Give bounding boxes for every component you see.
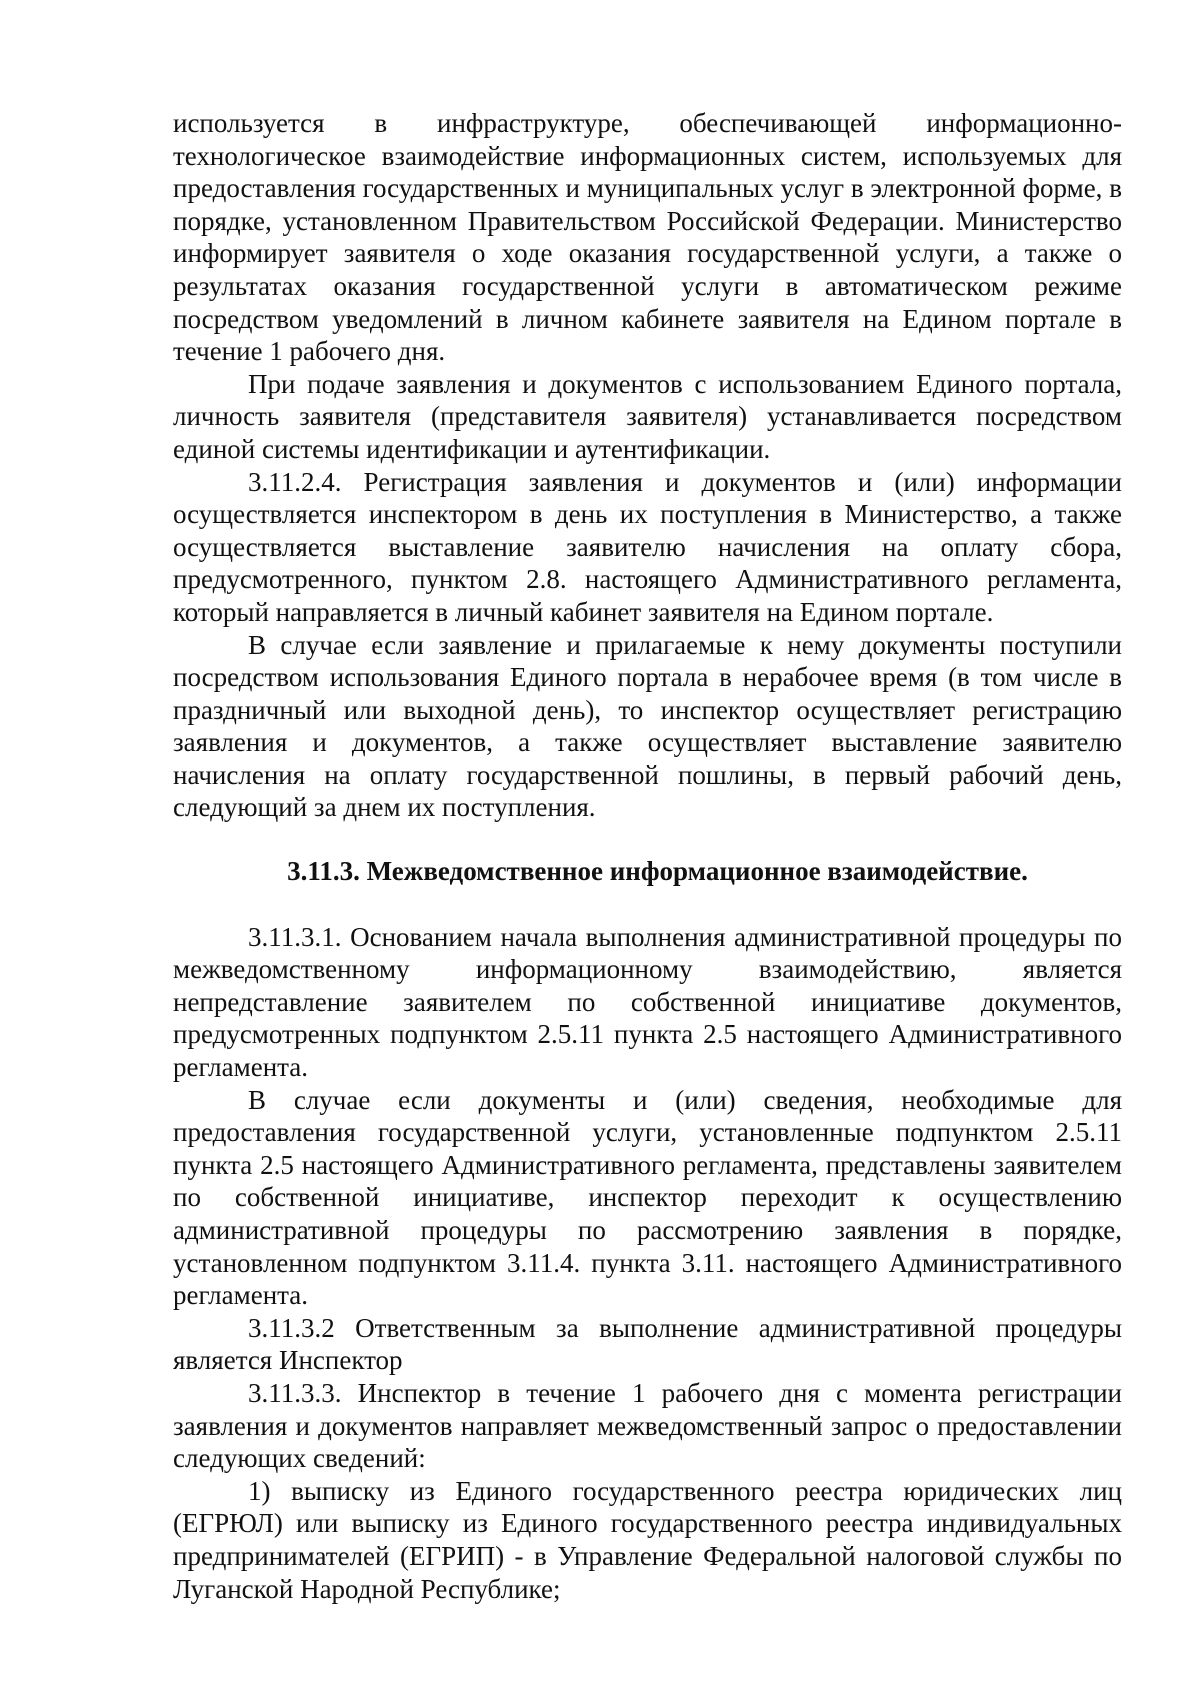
paragraph-responsible: 3.11.3.2 Ответственным за выполнение административной процедуры является Инспектор [173,1312,1122,1376]
section-heading: 3.11.3. Межведомственное информационное взаимодействие. [287,856,1028,887]
document-page [173,107,1122,1605]
paragraph-electronic-notification: используется в инфраструктуре, обеспечивающей информационно-технологическое взаимодействие информационных систем, используемых для предоставления государственных и муниципальных услуг в электронной форме, в порядке, установленном Правительством Российской Федерации. Министерство информирует заявителя о ходе оказания государственной услуги, а также о результатах оказания государственной услуги в автоматическом режиме посредством уведомлений в личном кабинете заявителя на Едином портале в течение 1 рабочего дня. [173,108,1122,367]
paragraph-procedure-basis: 3.11.3.1. Основанием начала выполнения административной процедуры по межведомственному информационному взаимодействию, является непредставление заявителем по собственной инициативе документов, предусмотренных подпунктом 2.5.11 пункта 2.5 настоящего Административного регламента. [173,921,1122,1083]
paragraph-registration: 3.11.2.4. Регистрация заявления и документов и (или) информации осуществляется инспектором в день их поступления в Министерство, а также осуществляется выставление заявителю начисления на оплату сбора, предусмотренного, пунктом 2.8. настоящего Административного регламента, который направляется в личный кабинет заявителя на Едином портале. [173,466,1122,627]
paragraph-identity-verification: При подаче заявления и документов с использованием Единого портала, личность заявителя (представителя заявителя) устанавливается посредством единой системы идентификации и аутентификации. [173,368,1122,464]
paragraph-interagency-request: 3.11.3.3. Инспектор в течение 1 рабочего дня с момента регистрации заявления и документов направляет межведомственный запрос о предоставлении следующих сведений: [173,1377,1122,1474]
list-item-egrul-extract: 1) выписку из Единого государственного реестра юридических лиц (ЕГРЮЛ) или выписку из Единого государственного реестра индивидуальных предпринимателей (ЕГРИП) - в Управление Федеральной налоговой службы по Луганской Народной Республике; [173,1475,1122,1604]
paragraph-own-initiative: В случае если документы и (или) сведения, необходимые для предоставления государственной услуги, установленные подпунктом 2.5.11 пункта 2.5 настоящего Административного регламента, представлены заявителем по собственной инициативе, инспектор переходит к осуществлению административной процедуры по рассмотрению заявления в порядке, установленном подпунктом 3.11.4. пункта 3.11. настоящего Административного регламента. [173,1084,1122,1311]
paragraph-nonworking-time: В случае если заявление и прилагаемые к нему документы поступили посредством использования Единого портала в нерабочее время (в том числе в праздничный или выходной день), то инспектор осуществляет регистрацию заявления и документов, а также осуществляет выставление заявителю начисления на оплату государственной пошлины, в первый рабочий день, следующий за днем их поступления. [173,629,1122,823]
